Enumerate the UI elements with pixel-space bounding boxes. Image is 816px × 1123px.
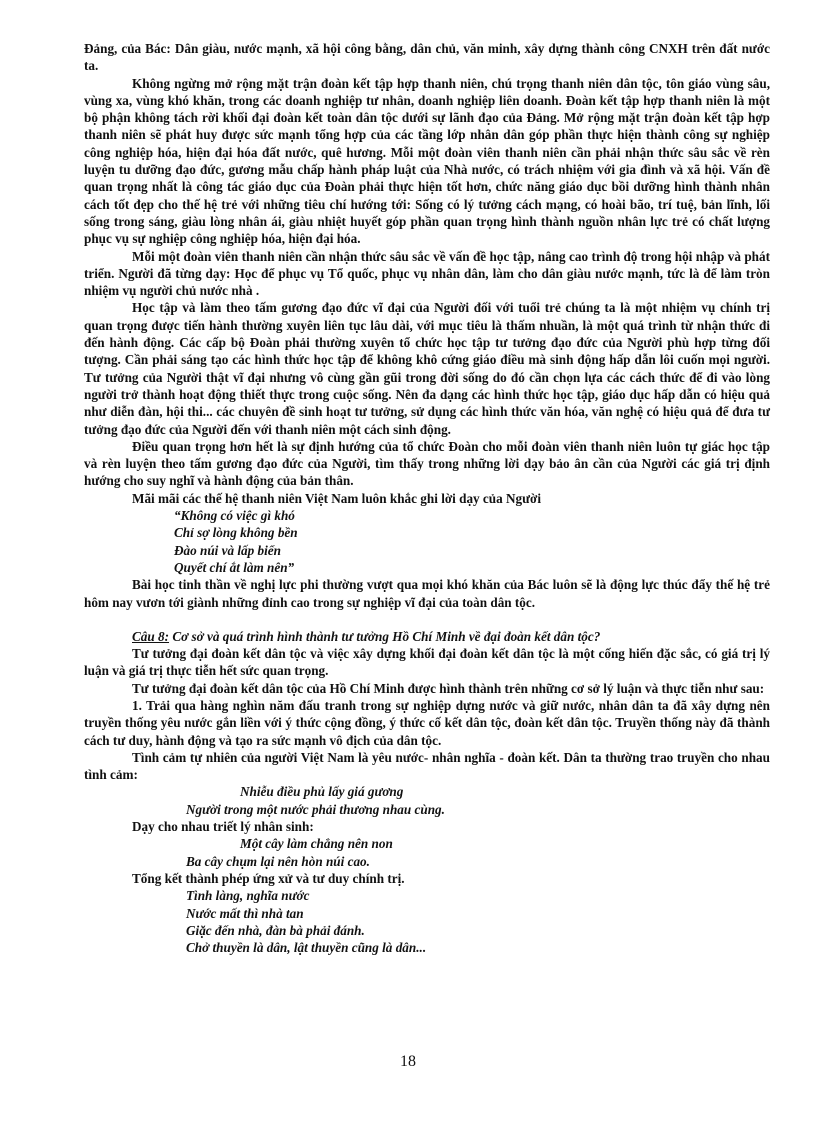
poem-line: Chở thuyền là dân, lật thuyền cũng là dân... xyxy=(186,940,427,956)
poem-line: Đào núi và lấp biển xyxy=(174,542,281,558)
paragraph: Mỗi một đoàn viên thanh niên cần nhận thức sâu sắc về vấn đề học tập, nâng cao trình độ trong hội nhập và phát triển. Người đã từng dạy: Học để phục vụ Tổ quốc, phục vụ nhân dân, làm cho dân giàu nước mạnh, tức là để làm tròn nhiệm vụ người chủ nước nhà . xyxy=(84,248,770,299)
paragraph: Mãi mãi các thế hệ thanh niên Việt Nam luôn khắc ghi lời dạy của Người xyxy=(132,490,542,506)
paragraph: Không ngừng mở rộng mặt trận đoàn kết tập hợp thanh niên, chú trọng thanh niên dân tộc, tôn giáo vùng sâu, vùng xa, vùng khó khăn, trong các doanh nghiệp tư nhân, doanh nghiệp liên doanh. Đoàn kết tập hợp thanh niên là một bộ phận không tách rời khối đại đoàn kết toàn dân tộc dưới sự lãnh đạo của Đảng. Mở rộng mặt trận đoàn kết tập hợp thanh niên sẽ phát huy được sức mạnh tổng hợp của các tầng lớp nhân dân góp phần thực hiện thành công sự nghiệp công nghiệp hóa, hiện đại hóa đất nước, quê hương. Mỗi một đoàn viên thanh niên cần phải nhận thức sâu sắc về rèn luyện tu dưỡng đạo đức, gương mẫu chấp hành pháp luật của Nhà nước, có trách nhiệm với gia đình và xã hội. Vấn đề quan trọng nhất là công tác giáo dục của Đoàn phải thực hiện tốt hơn, chức năng giáo dục bồi dưỡng hình thành nhân cách tốt đẹp cho thế hệ trẻ với những tiêu chí hướng tới: Sống có lý tưởng cách mạng, có hoài bão, trí tuệ, bản lĩnh, lối sống trong sáng, giàu lòng nhân ái, giàu nhiệt huyết góp phần quan trọng hình thành nguồn nhân lực trẻ có chất lượng phục vụ sự nghiệp công nghiệp hóa, hiện đại hóa. xyxy=(84,75,770,247)
paragraph: Điều quan trọng hơn hết là sự định hướng của tổ chức Đoàn cho mỗi đoàn viên thanh niên luôn tự giác học tập và rèn luyện theo tấm gương đạo đức của Người, tìm thấy trong những lời dạy bảo ân cần của Người các giá trị định hướng cho suy nghĩ và hành động của bản thân. xyxy=(84,438,770,489)
question-text: Cơ sở và quá trình hình thành tư tưởng Hồ Chí Minh về đại đoàn kết dân tộc? xyxy=(169,628,601,644)
paragraph: Bài học tinh thần về nghị lực phi thường vượt qua mọi khó khăn của Bác luôn sẽ là động lực thúc đẩy thế hệ trẻ hôm nay vươn tới giành những đỉnh cao trong sự nghiệp vĩ đại của toàn dân tộc. xyxy=(84,577,770,610)
question-heading xyxy=(84,628,770,645)
poem-line: Người trong một nước phải thương nhau cùng. xyxy=(186,801,445,817)
poem-line: Ba cây chụm lại nên hòn núi cao. xyxy=(186,853,370,869)
question-label: Câu 8: xyxy=(132,628,170,644)
poem-line: Tình làng, nghĩa nước xyxy=(186,888,310,904)
poem-line: Quyết chí ắt làm nên” xyxy=(174,559,295,575)
paragraph: Tư tưởng đại đoàn kết dân tộc và việc xây dựng khối đại đoàn kết dân tộc là một cống hiến đặc sắc, có giá trị lý luận và giá trị thực tiễn hết sức quan trọng. xyxy=(84,646,770,679)
paragraph: Học tập và làm theo tấm gương đạo đức vĩ đại của Người đối với tuổi trẻ chúng ta là một nhiệm vụ chính trị quan trọng được tiến hành thường xuyên liên tục lâu dài, với mục tiêu là thấm nhuần, là một quá trình từ nhận thức đi đến hành động. Các cấp bộ Đoàn phải thường xuyên tổ chức học tập tư tưởng đạo đức của Người phù hợp từng đối tượng. Cần phải sáng tạo các hình thức học tập để không khô cứng giáo điều mà sinh động hấp dẫn lôi cuốn mọi người. Tư tưởng của Người thật vĩ đại nhưng vô cùng gần gũi trong đời sống do đó cần chọn lựa các cách thức để đi vào lòng người trở thành hoạt động thiết thực trong cuộc sống. Nên đa dạng các hình thức học tập, giáo dục hấp dẫn có hiệu quả như diễn đàn, hội thi... các chuyên đề sinh hoạt tư tưởng, sử dụng các hình thức văn hóa, văn nghệ có hiệu quả để đưa tư tưởng đạo đức của Người đến với thanh niên một cách sinh động. xyxy=(84,300,770,437)
poem-line: Giặc đến nhà, đàn bà phải đánh. xyxy=(186,922,365,938)
paragraph: Tổng kết thành phép ứng xử và tư duy chính trị. xyxy=(132,870,405,886)
poem-line: Chỉ sợ lòng không bền xyxy=(174,525,298,541)
spacer xyxy=(84,611,770,628)
page-number: 18 xyxy=(400,1053,416,1070)
poem-line: Nhiễu điều phủ lấy giá gương xyxy=(240,784,404,800)
paragraph: Dạy cho nhau triết lý nhân sinh: xyxy=(132,819,314,835)
poem-line: Một cây làm chẳng nên non xyxy=(240,836,393,852)
paragraph: Đảng, của Bác: Dân giàu, nước mạnh, xã hội công bằng, dân chủ, văn minh, xây dựng thành công CNXH trên đất nước ta. xyxy=(84,41,770,74)
poem-line: “Không có việc gì khó xyxy=(174,508,295,524)
paragraph: Tình cảm tự nhiên của người Việt Nam là yêu nước- nhân nghĩa - đoàn kết. Dân ta thường trao truyền cho nhau tình cảm: xyxy=(84,749,770,783)
paragraph: Tư tưởng đại đoàn kết dân tộc của Hồ Chí Minh được hình thành trên những cơ sở lý luận và thực tiễn như sau: xyxy=(132,680,765,696)
poem-line: Nước mất thì nhà tan xyxy=(186,905,304,921)
paragraph: 1. Trải qua hàng nghìn năm đấu tranh trong sự nghiệp dựng nước và giữ nước, nhân dân ta đã xây dựng nên truyền thống yêu nước gắn liền với ý thức cộng đồng, ý thức cố kết dân tộc, đoàn kết dân tộc. Truyền thống này đã thành cách tư duy, hành động và tạo ra sức mạnh vô địch của dân tộc. xyxy=(84,697,770,748)
document-page xyxy=(84,40,770,956)
